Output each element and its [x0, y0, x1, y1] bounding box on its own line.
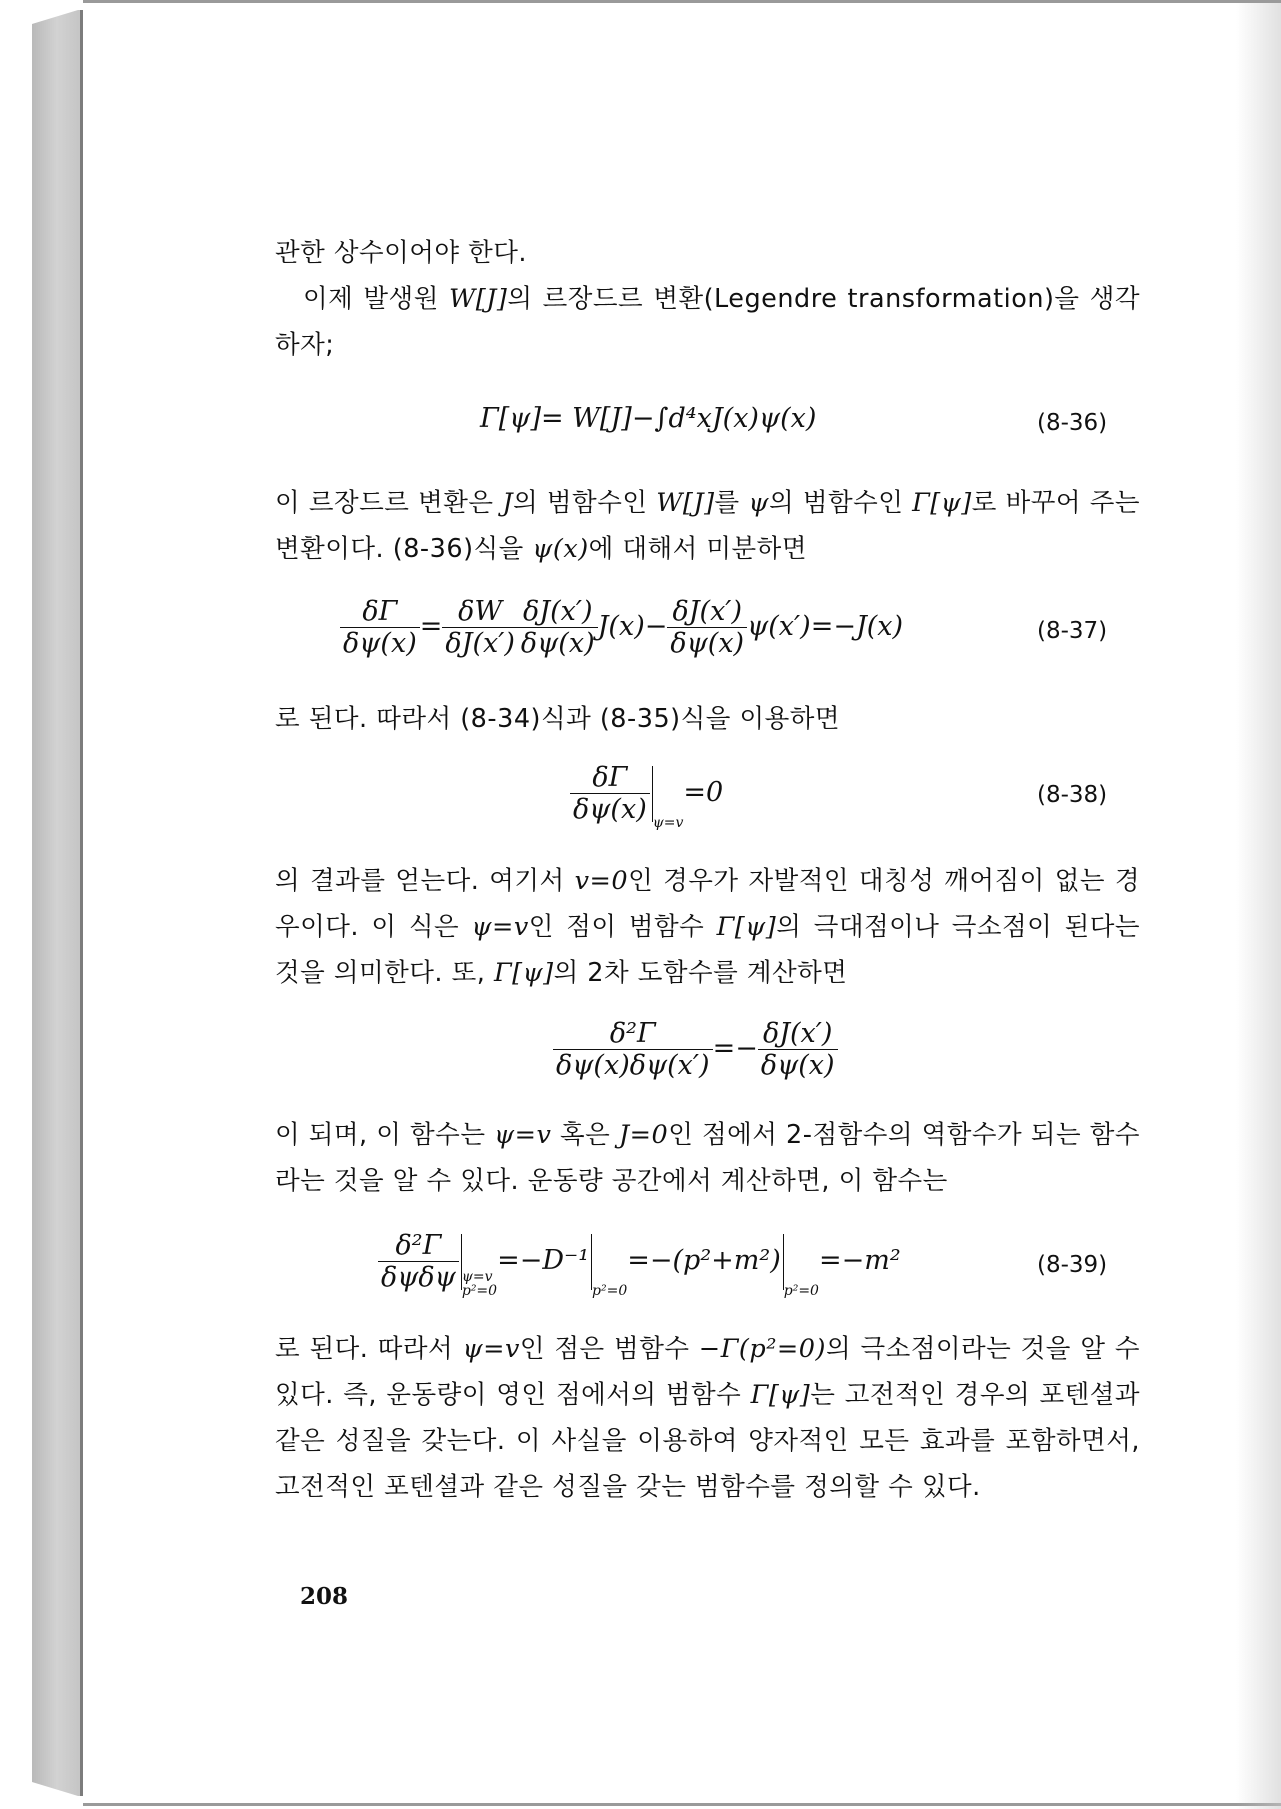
equation-number-8-36: (8-36) [1037, 410, 1108, 436]
paragraph-3: 이 르장드르 변환은 J의 범함수인 W[J]를 ψ의 범함수인 Γ[ψ]로 바꾸어 주는 변환이다. (8-36)식을 ψ(x)에 대해서 미분하면 [275, 488, 1140, 564]
fraction-d2gamma: $\frac{\text{δ²Γ}}{\delta\psi(x)\delta\psi(x')}$ [553, 1018, 713, 1081]
equation-8-38: $\frac{\delta\Gamma}{\delta\psi(x)}$ ψ=v=0 [570, 762, 723, 830]
fraction-dgamma-dpsi-38: $\frac{\delta\Gamma}{\delta\psi(x)}$ [570, 762, 650, 825]
equation-number-8-37: (8-37) [1037, 618, 1108, 644]
paragraph-7: 로 된다. 따라서 ψ=v인 점은 범함수 −Γ(p²=0)의 극소점이라는 것을 알 수 있다. 즉, 운동량이 영인 점에서의 범함수 Γ[ψ]는 고전적인 경우의 포텐셜과 같은 성질을 갖는다. 이 사실을 이용하여 양자적인 모든 효과를 포함하면서, 고전적인 포텐셜과 같은 성질을 갖는 범함수를 정의할 수 있다. [275, 1334, 1140, 1502]
fraction-dj-dpsi-second: $\frac{\delta J(x')}{\delta\psi(x)}$ [758, 1018, 838, 1081]
page-number: 208 [300, 1583, 349, 1610]
paragraph-5: 의 결과를 얻는다. 여기서 v=0인 경우가 자발적인 대칭성 깨어짐이 없는 경우이다. 이 식은 ψ=v인 점이 범함수 Γ[ψ]의 극대점이나 극소점이 된다는 것을 의미한다. 또, Γ[ψ]의 2차 도함수를 계산하면 [275, 866, 1141, 988]
book-spine [32, 10, 82, 1796]
equation-number-8-39: (8-39) [1037, 1252, 1108, 1278]
fraction-dgamma-dpsi: $\frac{\delta\Gamma}{\delta\psi(x)}$ [340, 596, 420, 659]
equation-number-8-38: (8-38) [1037, 782, 1108, 808]
page-edge-shadow [1236, 3, 1281, 1809]
fraction-d2gamma-39: $\frac{\text{δ²Γ}}{\text{δψδψ}}$ [378, 1230, 459, 1293]
equation-8-36: Γ[ψ]= W[J]−∫d⁴xJ(x)ψ(x) [480, 403, 817, 434]
fraction-dw-dj: $\frac{\delta W}{\delta J(x')}$ [442, 596, 518, 659]
paragraph-2: 이제 발생원 W[J]의 르장드르 변환(Legendre transformation)을 생각하자; [275, 284, 1140, 360]
fraction-dj-dpsi-2: $\frac{\delta J(x')}{\delta\psi(x)}$ [667, 596, 747, 659]
fraction-dj-dpsi: $\frac{\delta J(x')}{\delta\psi(x)}$ [518, 596, 598, 659]
paragraph-4: 로 된다. 따라서 (8-34)식과 (8-35)식을 이용하면 [275, 704, 841, 734]
equation-8-39: $\frac{\text{δ²Γ}}{\text{δψδψ}}$ ψ=v p²=0=−D⁻¹p²=0=−(p²+m²)p²=0=−m² [378, 1230, 901, 1298]
paragraph-1: 관한 상수이어야 한다. [275, 238, 528, 268]
paragraph-6: 이 되며, 이 함수는 ψ=v 혹은 J=0인 점에서 2-점함수의 역함수가 되는 함수라는 것을 알 수 있다. 운동량 공간에서 계산하면, 이 함수는 [275, 1120, 1140, 1196]
equation-8-37: $\frac{\delta\Gamma}{\delta\psi(x)}$ = $\frac{\delta W}{\delta J(x')}$ $\frac{\delta J(x')}{\delta\psi(x)}$ J(x)− $\frac{\delta J(x')}{\delta\psi(x)}$ ψ(x′)=−J(x) [340, 596, 903, 659]
equation-second-derivative: $\frac{\text{δ²Γ}}{\delta\psi(x)\delta\psi(x')}$ =− $\frac{\delta J(x')}{\delta\psi(x)}$ [553, 1018, 838, 1081]
